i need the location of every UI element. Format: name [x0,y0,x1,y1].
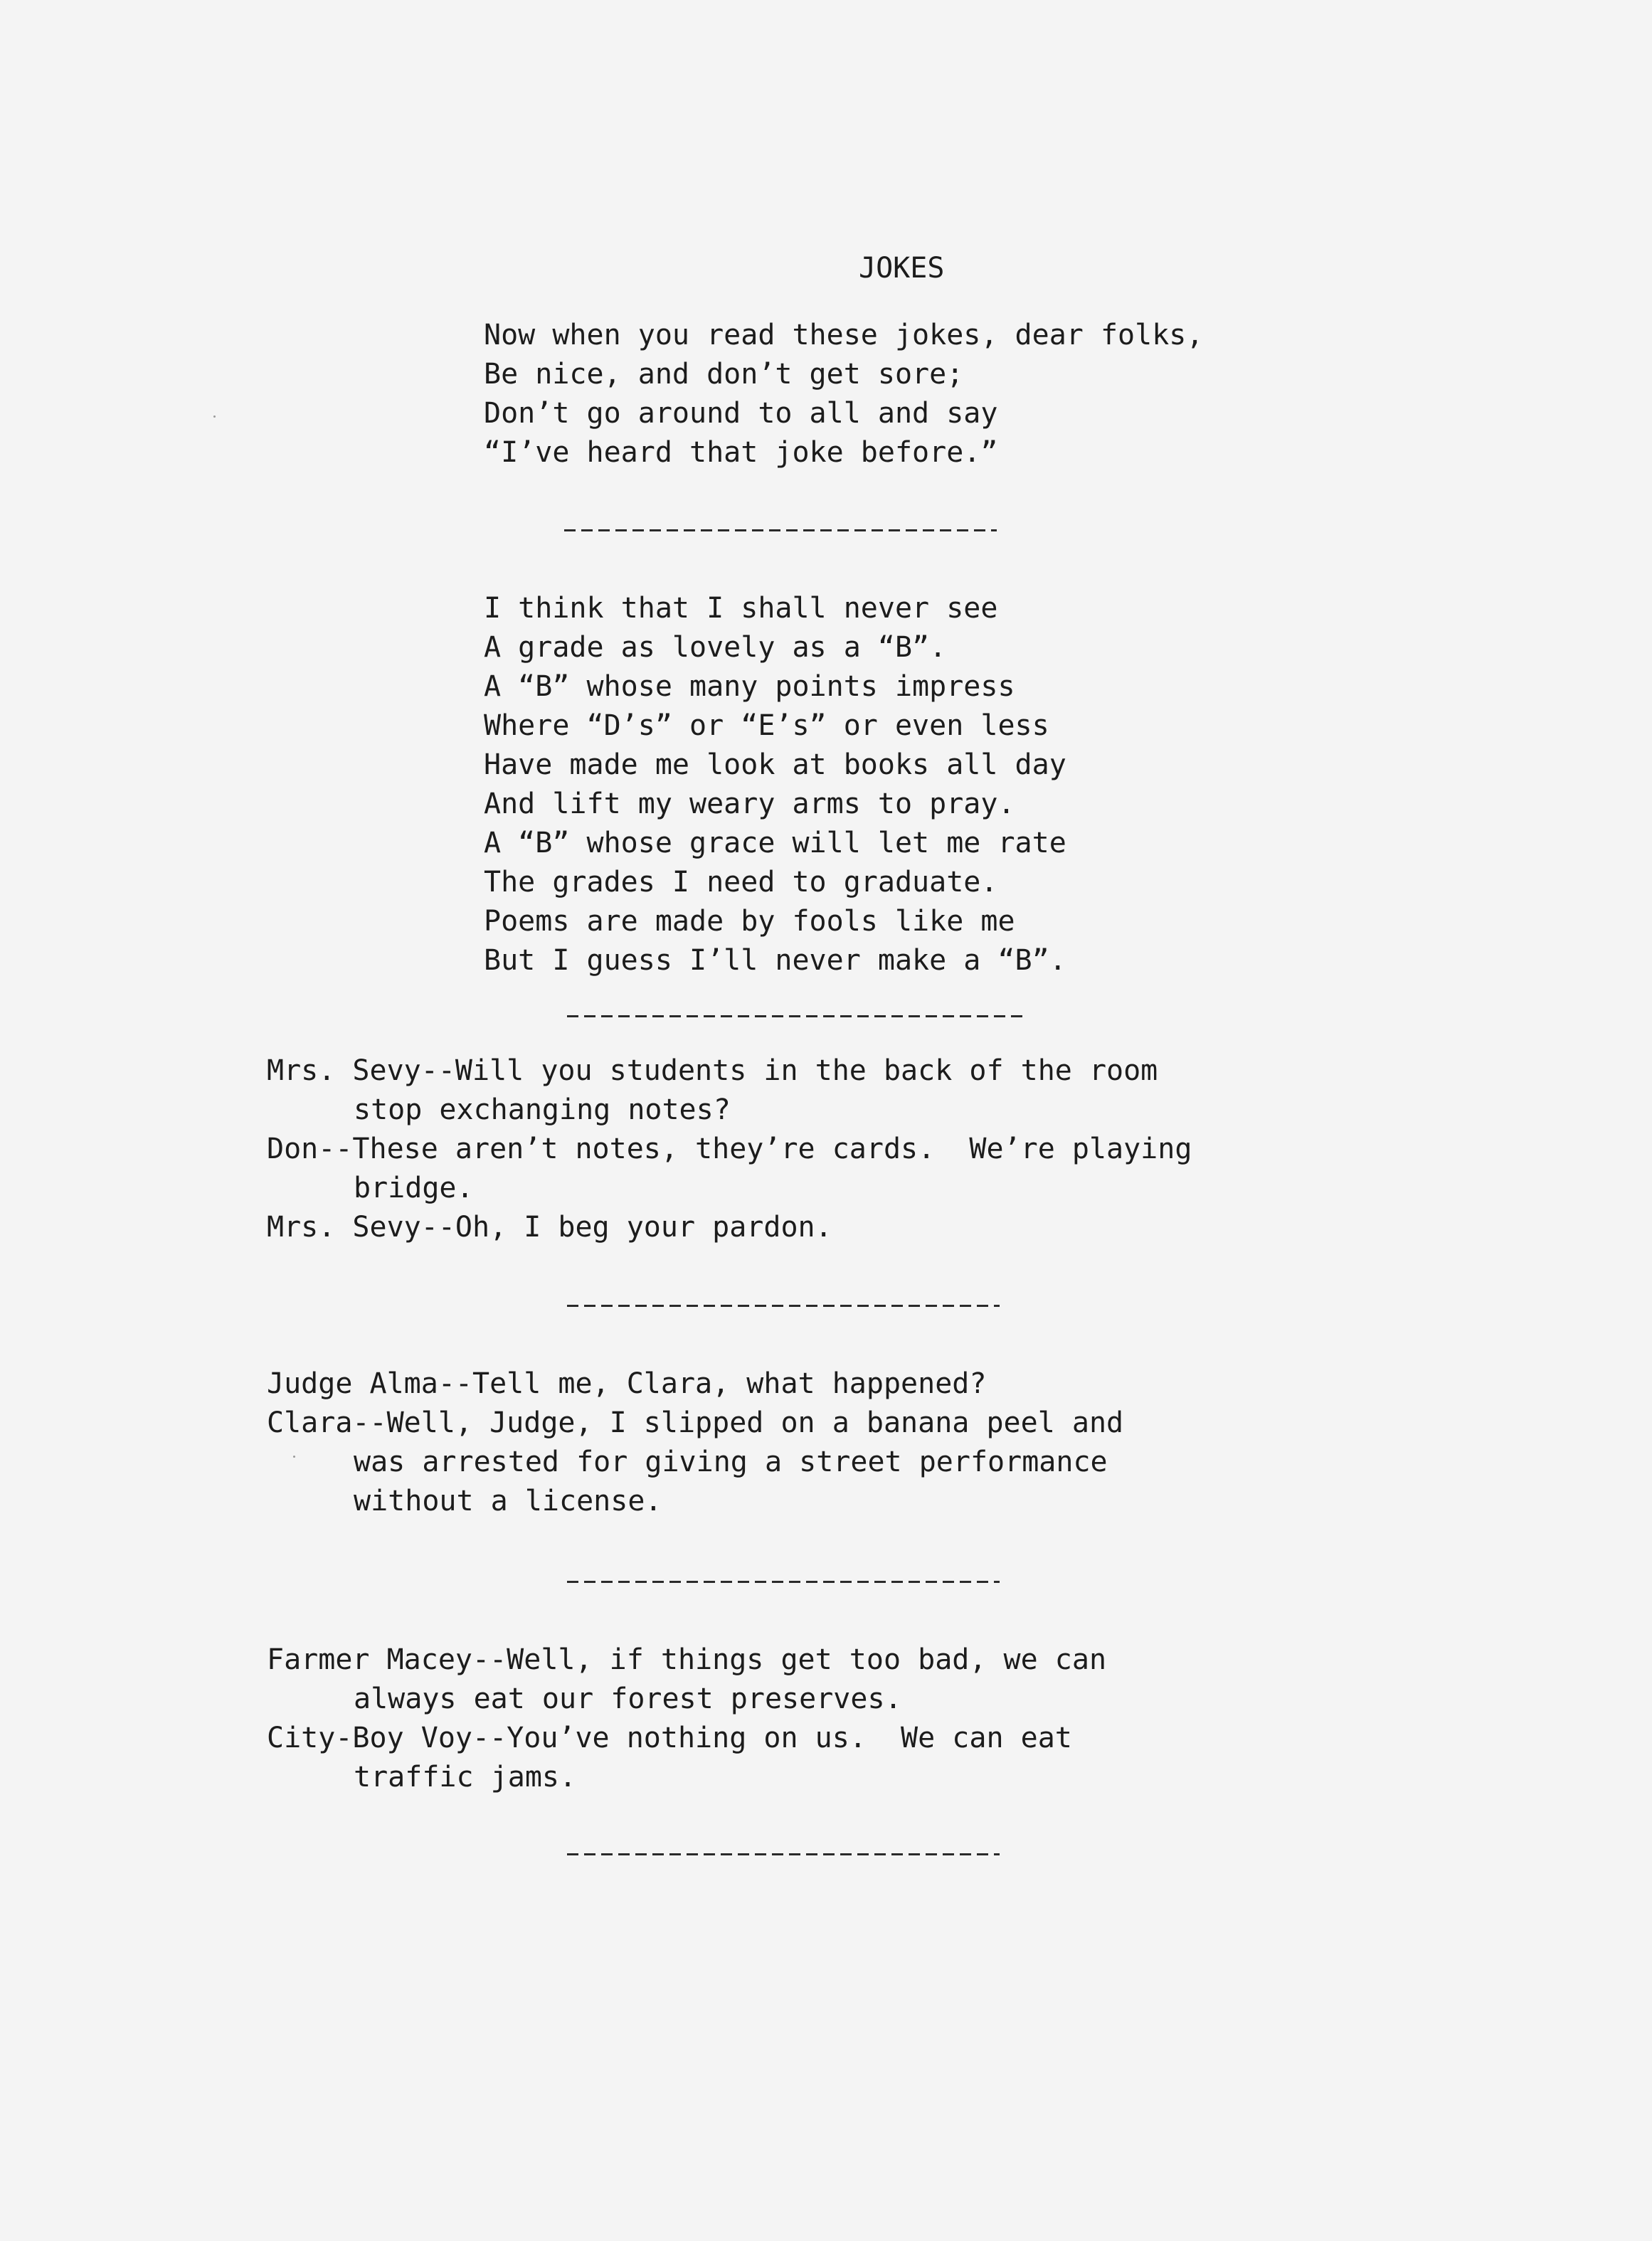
paper-speck [213,415,216,418]
poem-line: And lift my weary arms to pray. [484,788,1015,820]
joke-banana [267,1365,1123,1521]
dialog-continuation: always eat our forest preserves. [354,1683,902,1715]
dialog-line: Don--These aren’t notes, they’re cards. We’re playing [267,1133,1192,1165]
dialog-continuation: without a license. [354,1485,662,1517]
dialog-line: Mrs. Sevy--Will you students in the back of the room [267,1054,1158,1087]
poem-line: But I guess I’ll never make a “B”. [484,944,1066,977]
dashed-separator [567,1581,1000,1583]
dialog-line: Mrs. Sevy--Oh, I beg your pardon. [267,1211,832,1244]
page-title: JOKES [859,252,945,285]
poem-line: “I’ve heard that joke before.” [484,436,998,469]
poem-line: Be nice, and don’t get sore; [484,358,964,391]
dashed-separator [567,1853,1000,1855]
poem-line: A “B” whose grace will let me rate [484,827,1066,859]
dashed-separator [567,1305,1000,1307]
poem-line: Don’t go around to all and say [484,397,998,430]
dialog-continuation: stop exchanging notes? [354,1093,731,1126]
grade-poem [484,589,1066,980]
paper-speck [293,1456,295,1458]
dashed-separator [567,1015,1027,1017]
dialog-line: City-Boy Voy--You’ve nothing on us. We can eat [267,1722,1072,1754]
joke-bridge [267,1051,1192,1247]
poem-line: A “B” whose many points impress [484,670,1015,703]
poem-line: Have made me look at books all day [484,748,1066,781]
dialog-line: Farmer Macey--Well, if things get too bad, we can [267,1643,1107,1676]
poem-line: The grades I need to graduate. [484,866,998,899]
poem-line: Poems are made by fools like me [484,905,1015,938]
dialog-line: Judge Alma--Tell me, Clara, what happened? [267,1367,987,1400]
poem-line: Where “D’s” or “E’s” or even less [484,709,1049,742]
dashed-separator [564,529,997,531]
dialog-continuation: bridge. [354,1172,474,1204]
intro-poem [484,316,1203,472]
dialog-continuation: was arrested for giving a street performance [354,1446,1108,1478]
poem-line: A grade as lovely as a “B”. [484,631,947,664]
dialog-line: Clara--Well, Judge, I slipped on a banana peel and [267,1406,1124,1439]
poem-line: I think that I shall never see [484,592,998,625]
poem-line: Now when you read these jokes, dear folks, [484,319,1204,351]
joke-preserves [267,1641,1106,1797]
dialog-continuation: traffic jams. [354,1761,577,1794]
